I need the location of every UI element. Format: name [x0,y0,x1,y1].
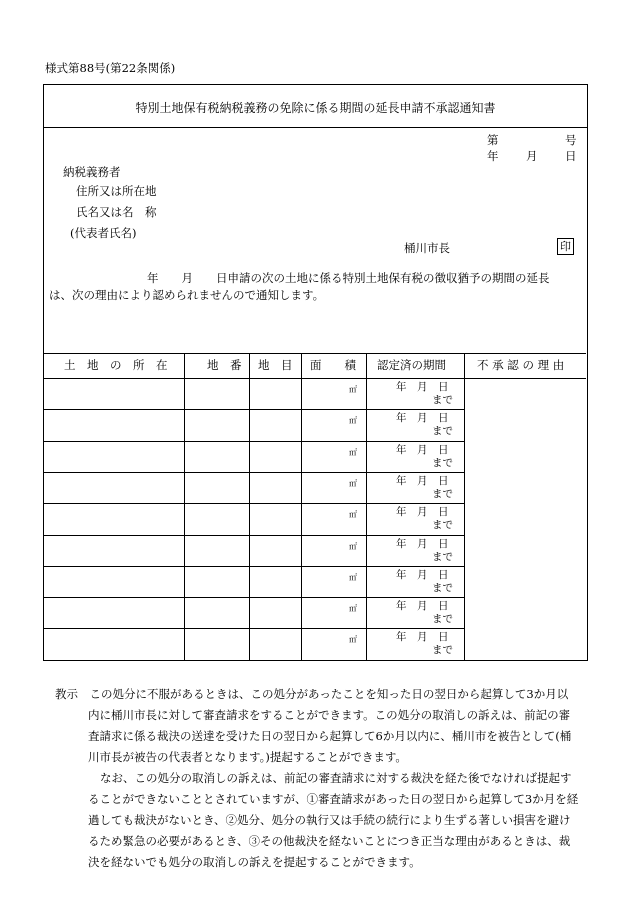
table-header-3: 地 目 [258,358,293,372]
area-unit: ㎡ [349,478,357,488]
area-unit: ㎡ [349,572,357,582]
table-row-line [44,503,464,504]
address-label: 住所又は所在地 [76,184,157,198]
instruction-line: なお、この処分の取消しの訴えは、前記の審査請求に対する裁決を経た後でなければ提起す [100,771,572,785]
table-row-line [44,566,464,567]
period-date: 年 月 日 [396,537,449,550]
taxpayer-label: 納税義務者 [63,165,121,179]
period-until: まで [432,519,453,532]
representative-label: (代表者氏名) [70,226,137,240]
notice-form [43,84,588,661]
form-title: 特別土地保有税納税義務の免除に係る期間の延長申請不承認通知書 [135,101,496,115]
period-date: 年 月 日 [396,381,449,393]
instruction-line: るため緊急の必要があるとき、③その他裁決を経ないことにつき正当な理由があるときは、裁 [88,834,571,848]
period-until: まで [432,644,453,657]
area-unit: ㎡ [349,416,357,426]
period-date: 年 月 日 [396,443,449,456]
date-day-label: 日 [565,149,577,163]
table-row-line [44,472,464,473]
table-header-5: 認定済の期間 [377,358,446,372]
table-column-line [366,353,367,660]
form-number: 様式第88号(第22条関係) [45,61,176,75]
instruction-line: 過しても裁決がないとき、②処分、処分の執行又は手続の続行により生ずる著しい損害を避け [88,813,571,827]
issuer-mayor: 桶川市長 [404,241,450,255]
period-until: まで [432,613,453,626]
seal-mark: 印 [557,238,574,255]
period-until: まで [432,487,453,500]
period-date: 年 月 日 [396,474,449,487]
table-header-line [44,378,586,379]
document-number-suffix: 号 [565,133,577,147]
area-unit: ㎡ [349,604,357,614]
period-until: まで [432,581,453,594]
date-month-label: 月 [526,149,538,163]
date-year-label: 年 [487,149,499,163]
instruction-line: 教示 この処分に不服があるときは、この処分があったことを知った日の翌日から起算して3か月以 [55,687,569,701]
table-header-6: 不 承 認 の 理 由 [477,358,565,372]
table-header-2: 地 番 [207,358,242,372]
name-label: 氏名又は名 称 [76,205,157,219]
table-top-line [44,353,586,354]
period-date: 年 月 日 [396,506,449,519]
area-unit: ㎡ [349,635,357,645]
period-date: 年 月 日 [396,568,449,581]
period-until: まで [432,550,453,563]
instruction-text [55,684,595,873]
table-header-1: 土 地 の 所 在 [64,358,168,372]
period-date: 年 月 日 [396,600,449,613]
document-number-label: 第 [487,133,499,147]
period-until: まで [432,425,453,438]
table-header-4: 面 積 [310,358,356,372]
title-row [44,85,587,128]
area-unit: ㎡ [349,385,357,394]
table-row-line [44,441,464,442]
table-row-line [44,628,464,629]
table-row-line [44,535,464,536]
period-date: 年 月 日 [396,631,449,644]
area-unit: ㎡ [349,510,357,520]
instruction-line: ることができないこととされていますが、①審査請求があった日の翌日から起算して3か月を経 [88,792,579,806]
area-unit: ㎡ [349,447,357,457]
area-unit: ㎡ [349,541,357,551]
instruction-line: 査請求に係る裁決の送達を受けた日の翌日から起算して6か月以内に、桶川市を被告として(桶 [88,729,572,743]
instruction-line: 内に桶川市長に対して審査請求をすることができます。この処分の取消しの訴えは、前記の審 [88,708,571,722]
table-column-line [301,353,302,660]
table-column-line [464,353,465,660]
notice-text-line1: 年 月 日申請の次の土地に係る特別土地保有税の徴収猶予の期間の延長 [147,271,550,285]
notice-text-line2: は、次の理由により認められませんので通知します。 [49,288,325,302]
table-column-line [184,353,185,660]
period-until: まで [432,456,453,469]
instruction-line: 川市長が被告の代表者となります。)提起することができます。 [88,750,407,764]
period-date: 年 月 日 [396,412,449,425]
table-row-line [44,409,464,410]
instruction-line: 決を経ないでも処分の取消しの訴えを提起することができます。 [88,855,421,869]
table-row-line [44,597,464,598]
period-until: まで [432,394,453,406]
table-column-line [249,353,250,660]
